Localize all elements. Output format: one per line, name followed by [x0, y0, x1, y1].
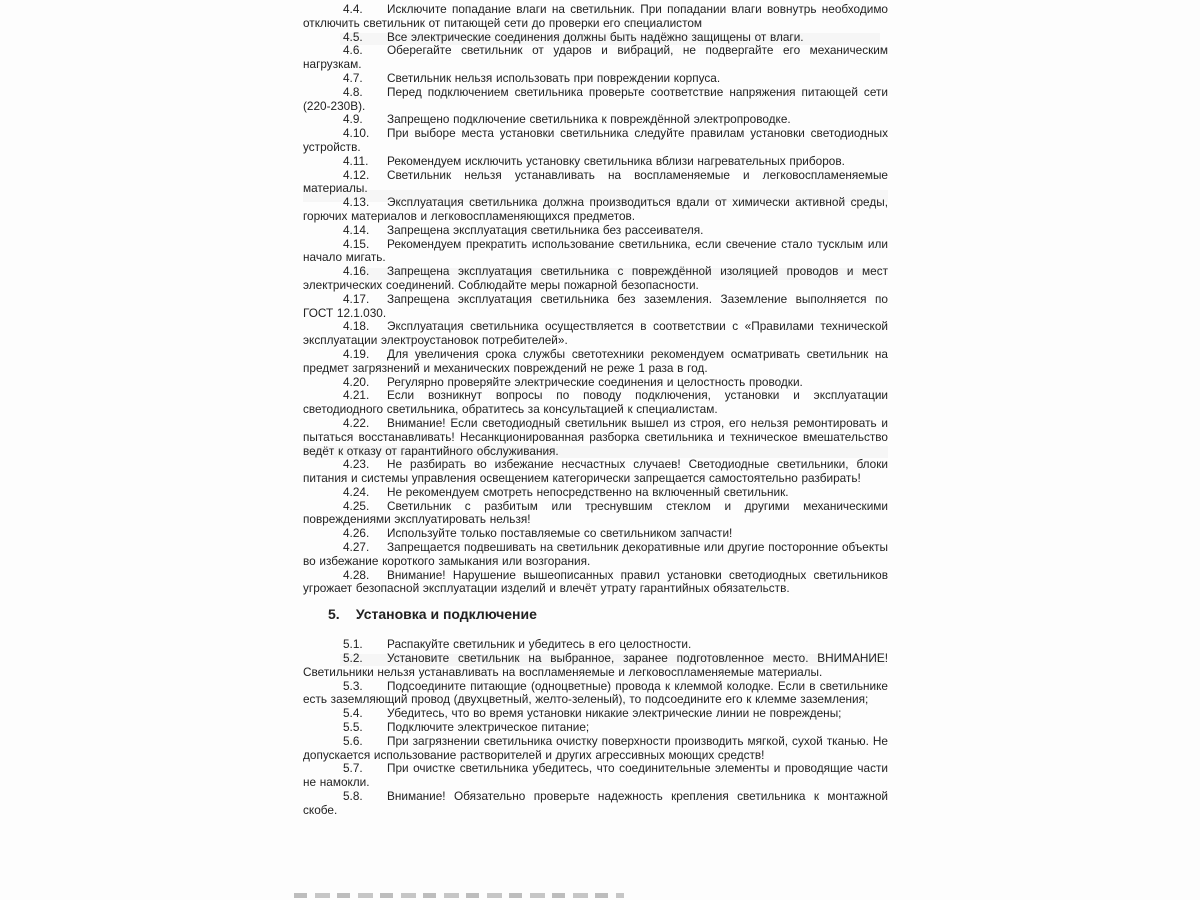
list-item — [303, 721, 888, 735]
list-item — [303, 293, 888, 321]
item-text: Светильник нельзя устанавливать на воспламеняемые и легковоспламеняемые материалы. — [303, 167, 888, 196]
list-item — [303, 569, 888, 597]
list-item — [303, 527, 888, 541]
item-number: 4.28. — [343, 567, 370, 582]
item-number: 4.26. — [343, 526, 370, 541]
list-item — [303, 541, 888, 569]
item-text: Запрещена эксплуатация светильника без заземления. Заземление выполняется по ГОСТ 12.1.030. — [303, 291, 888, 320]
item-number: 4.9. — [343, 112, 363, 127]
list-item — [303, 238, 888, 266]
item-text: При выборе места установки светильника следуйте правилам установки светодиодных устройств. — [303, 126, 888, 154]
item-number: 5.2. — [343, 651, 363, 666]
item-number: 4.22. — [343, 415, 370, 430]
item-number: 4.13. — [343, 195, 370, 210]
item-number: 4.8. — [343, 84, 363, 99]
item-number: 4.14. — [343, 222, 370, 237]
section-4-items — [303, 3, 888, 596]
item-number: 4.16. — [343, 264, 370, 279]
list-item — [303, 265, 888, 293]
item-text: Распакуйте светильник и убедитесь в его целостности. — [387, 637, 692, 652]
list-item — [303, 638, 888, 652]
cutoff-text-fragment — [294, 893, 624, 898]
item-number: 4.12. — [343, 167, 370, 182]
item-number: 5.5. — [343, 720, 363, 735]
item-number: 5.4. — [343, 706, 363, 721]
item-number: 4.7. — [343, 70, 363, 85]
list-item — [303, 389, 888, 417]
item-number: 4.23. — [343, 457, 370, 472]
list-item — [303, 417, 888, 458]
list-item — [303, 155, 888, 169]
item-number: 4.27. — [343, 540, 370, 555]
item-number: 4.24. — [343, 484, 370, 499]
item-text: Не разбирать во избежание несчастных случаев! Светодиодные светильники, блоки питания и системы управления освещением категорически запрещается самостоятельно разбирать! — [303, 457, 888, 486]
item-number: 5.1. — [343, 637, 363, 652]
item-text: Подсоедините питающие (одноцветные) провода к клеммой колодке. Если в светильнике есть заземляющий провод (двухцветный, желто-зеленый), то подсоедините его к клемме заземления; — [303, 678, 888, 707]
list-item — [303, 500, 888, 528]
item-number: 4.5. — [343, 29, 363, 44]
item-text: Перед подключением светильника проверьте соответствие напряжения питающей сети (220-230В). — [303, 84, 888, 113]
section-5-title: Установка и подключение — [355, 606, 537, 623]
list-item — [303, 652, 888, 680]
manual-text-column — [303, 3, 888, 818]
item-text: Внимание! Если светодиодный светильник вышел из строя, его нельзя ремонтировать и пытаться восстанавливать! Несанкционированная разборка светильника и техническое вмешательство ведёт к отказу от гарантийного обслуживания. — [303, 415, 888, 458]
list-item — [303, 72, 888, 86]
list-item — [303, 376, 888, 390]
item-number: 4.19. — [343, 346, 370, 361]
item-text: Подключите электрическое питание; — [387, 720, 590, 735]
list-item — [303, 790, 888, 818]
list-item — [303, 320, 888, 348]
item-number: 4.4. — [343, 2, 363, 16]
list-item — [303, 680, 888, 708]
list-item — [303, 127, 888, 155]
item-text: При очистке светильника убедитесь, что соединительные элементы и проводящие части не намокли. — [303, 761, 888, 790]
item-number: 4.10. — [343, 126, 370, 141]
item-number: 4.15. — [343, 236, 370, 251]
item-text: Запрещена эксплуатация светильника с повреждённой изоляцией проводов и мест электрических соединений. Соблюдайте меры пожарной безопасности. — [303, 264, 888, 292]
item-text: Запрещается подвешивать на светильник декоративные или другие посторонние объекты во избежание короткого замыкания или возгорания. — [303, 540, 888, 568]
item-text: Рекомендуем исключить установку светильника вблизи нагревательных приборов. — [387, 153, 845, 168]
item-text: При загрязнении светильника очистку поверхности производить мягкой, сухой тканью. Не допускается использование растворителей и других агрессивных моющих средств! — [303, 733, 888, 762]
list-item — [303, 44, 888, 72]
list-item — [303, 348, 888, 376]
item-number: 4.25. — [343, 498, 370, 513]
list-item — [303, 486, 888, 500]
item-text: Если возникнут вопросы по поводу подключения, установки и эксплуатации светодиодного светильника, обратитесь за консультацией к специалистам. — [303, 388, 888, 417]
list-item — [303, 458, 888, 486]
item-text: Оберегайте светильник от ударов и вибраций, не подвергайте его механическим нагрузкам. — [303, 43, 888, 72]
section-5-items — [303, 638, 888, 817]
item-text: Эксплуатация светильника осуществляется в соответствии с «Правилами технической эксплуатации электроустановок потребителей». — [303, 319, 888, 348]
list-item — [303, 735, 888, 763]
item-number: 5.3. — [343, 678, 363, 693]
list-item — [303, 3, 888, 31]
item-text: Для увеличения срока службы светотехники рекомендуем осматривать светильник на предмет загрязнений и механических повреждений не реже 1 раза в год. — [303, 346, 888, 375]
item-number: 4.17. — [343, 291, 370, 306]
item-text: Светильник нельзя использовать при повреждении корпуса. — [387, 70, 721, 85]
item-text: Не рекомендуем смотреть непосредственно на включенный светильник. — [387, 484, 789, 499]
list-item — [303, 224, 888, 238]
list-item — [303, 196, 888, 224]
item-text: Эксплуатация светильника должна производиться вдали от химически активной среды, горючих материалов и легковоспламеняющихся предметов. — [303, 195, 888, 223]
item-text: Внимание! Нарушение вышеописанных правил установки светодиодных светильников угрожает безопасной эксплуатации изделий и влечёт утрату гарантийных обязательств. — [303, 567, 888, 596]
item-number: 5.8. — [343, 789, 363, 804]
item-text: Регулярно проверяйте электрические соединения и целостность проводки. — [387, 374, 803, 389]
item-number: 4.20. — [343, 374, 370, 389]
list-item — [303, 762, 888, 790]
item-text: Убедитесь, что во время установки никакие электрические линии не повреждены; — [387, 706, 842, 721]
item-text: Установите светильник на выбранное, заранее подготовленное место. ВНИМАНИЕ! Светильники нельзя устанавливать на воспламеняемые и легковоспламеняемые материалы. — [303, 651, 888, 679]
item-text: Рекомендуем прекратить использование светильника, если свечение стало тусклым или начало мигать. — [303, 236, 888, 265]
section-5-number: 5. — [328, 606, 340, 623]
list-item — [303, 169, 888, 197]
item-number: 4.21. — [343, 388, 370, 403]
list-item — [303, 707, 888, 721]
section-5-heading — [303, 606, 888, 623]
item-number: 4.11. — [343, 153, 369, 168]
item-text: Исключите попадание влаги на светильник. При попадании влаги вовнутрь необходимо отключить светильник от питающей сети до проверки его специалистом — [303, 2, 888, 30]
item-text: Все электрические соединения должны быть надёжно защищены от влаги. — [387, 29, 804, 44]
item-text: Внимание! Обязательно проверьте надежность крепления светильника к монтажной скобе. — [303, 789, 888, 817]
item-number: 4.18. — [343, 319, 370, 334]
item-text: Светильник с разбитым или треснувшим стеклом и другими механическими повреждениями эксплуатировать нельзя! — [303, 498, 888, 527]
item-text: Используйте только поставляемые со светильником запчасти! — [387, 526, 733, 541]
list-item — [303, 86, 888, 114]
item-text: Запрещена эксплуатация светильника без рассеивателя. — [387, 222, 704, 237]
list-item — [303, 113, 888, 127]
item-number: 4.6. — [343, 43, 363, 58]
item-number: 5.6. — [343, 733, 363, 748]
item-text: Запрещено подключение светильника к повреждённой электропроводке. — [387, 112, 791, 127]
list-item — [303, 31, 888, 45]
item-number: 5.7. — [343, 761, 363, 776]
